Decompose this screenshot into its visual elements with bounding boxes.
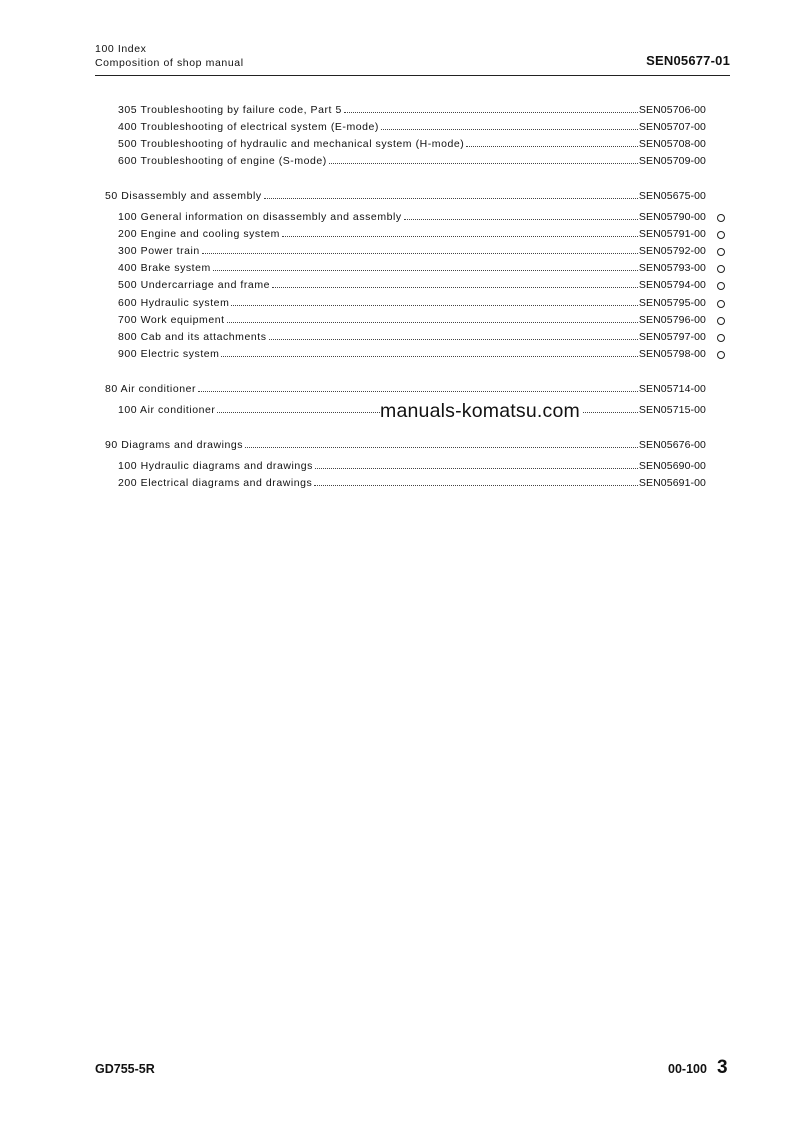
toc-entry[interactable]	[118, 347, 706, 361]
header-index-label: 100 Index	[95, 43, 147, 55]
dot-leader	[231, 305, 638, 306]
dot-leader	[269, 339, 638, 340]
toc-entry[interactable]	[118, 459, 706, 473]
toc-entry[interactable]	[118, 296, 706, 310]
circle-marker-icon	[717, 282, 725, 290]
toc-section-title: 90 Diagrams and drawings	[105, 439, 244, 451]
toc-entry-code: SEN05715-00	[638, 404, 706, 416]
watermark-text: manuals-komatsu.com	[380, 400, 580, 422]
header-titles	[95, 42, 244, 70]
dot-leader	[202, 253, 638, 254]
toc-section-code: SEN05676-00	[638, 439, 706, 451]
toc-entry-code: SEN05793-00	[638, 262, 706, 274]
toc-entry-title: 600 Hydraulic system	[118, 297, 230, 309]
dot-leader	[227, 322, 638, 323]
circle-marker-icon	[717, 214, 725, 222]
toc-entry-code: SEN05797-00	[638, 331, 706, 343]
toc-section-disassembly[interactable]	[105, 189, 706, 203]
dot-leader	[198, 391, 638, 392]
circle-marker-icon	[717, 300, 725, 308]
toc-entry-code: SEN05791-00	[638, 228, 706, 240]
toc-entry[interactable]	[118, 154, 706, 168]
toc-entry-code: SEN05707-00	[638, 121, 706, 133]
toc-section-title: 80 Air conditioner	[105, 383, 197, 395]
dot-leader	[264, 198, 638, 199]
toc-entry-title: 500 Undercarriage and frame	[118, 279, 271, 291]
dot-leader	[466, 146, 638, 147]
toc-entry-code: SEN05795-00	[638, 297, 706, 309]
toc-section-title: 50 Disassembly and assembly	[105, 190, 262, 202]
dot-leader	[404, 219, 638, 220]
toc-entry-code: SEN05792-00	[638, 245, 706, 257]
dot-leader	[329, 163, 638, 164]
dot-leader	[315, 468, 638, 469]
toc-section-air-conditioner[interactable]	[105, 382, 706, 396]
dot-leader	[282, 236, 638, 237]
toc-entry[interactable]	[118, 103, 706, 117]
dot-leader	[381, 129, 638, 130]
toc-entry-title: 305 Troubleshooting by failure code, Part 5	[118, 104, 342, 116]
footer-page-number: 3	[717, 1057, 728, 1078]
toc-entry-title: 700 Work equipment	[118, 314, 225, 326]
toc-entry[interactable]	[118, 261, 706, 275]
toc-entry-title: 800 Cab and its attachments	[118, 331, 267, 343]
toc-entry-code: SEN05790-00	[638, 211, 706, 223]
toc-entry-title: 300 Power train	[118, 245, 200, 257]
footer-model: GD755-5R	[95, 1062, 155, 1076]
dot-leader	[213, 270, 638, 271]
toc-entry-code: SEN05691-00	[638, 477, 706, 489]
toc-entry[interactable]	[118, 137, 706, 151]
circle-marker-icon	[717, 351, 725, 359]
dot-leader	[245, 447, 638, 448]
toc-entry-code: SEN05794-00	[638, 279, 706, 291]
circle-marker-icon	[717, 248, 725, 256]
circle-marker-icon	[717, 334, 725, 342]
dot-leader	[314, 485, 638, 486]
header-section-title: Composition of shop manual	[95, 57, 244, 69]
toc-entry[interactable]	[118, 227, 706, 241]
circle-marker-icon	[717, 265, 725, 273]
toc-entry-code: SEN05796-00	[638, 314, 706, 326]
toc-entry-title: 400 Brake system	[118, 262, 211, 274]
toc-entry-title: 200 Engine and cooling system	[118, 228, 280, 240]
page-header	[95, 42, 730, 76]
toc-entry[interactable]	[118, 476, 706, 490]
toc-entry-title: 100 General information on disassembly and assembly	[118, 211, 402, 223]
toc-entry-title: 100 Hydraulic diagrams and drawings	[118, 460, 313, 472]
toc-entry-title: 400 Troubleshooting of electrical system (E-mode)	[118, 121, 379, 133]
toc-section-code: SEN05714-00	[638, 383, 706, 395]
toc-entry[interactable]	[118, 210, 706, 224]
toc-entry-title: 200 Electrical diagrams and drawings	[118, 477, 313, 489]
toc-entry-title: 100 Air conditioner	[118, 404, 216, 416]
toc-entry[interactable]	[118, 120, 706, 134]
toc-section-diagrams[interactable]	[105, 438, 706, 452]
circle-marker-icon	[717, 231, 725, 239]
toc-entry-code: SEN05708-00	[638, 138, 706, 150]
circle-marker-icon	[717, 317, 725, 325]
toc-entry-title: 900 Electric system	[118, 348, 220, 360]
dot-leader	[344, 112, 638, 113]
toc-entry[interactable]	[118, 313, 706, 327]
dot-leader	[272, 287, 638, 288]
toc-entry-title: 500 Troubleshooting of hydraulic and mechanical system (H-mode)	[118, 138, 465, 150]
toc-entry-code: SEN05690-00	[638, 460, 706, 472]
toc-entry-code: SEN05709-00	[638, 155, 706, 167]
toc-entry-code: SEN05798-00	[638, 348, 706, 360]
toc-entry-code: SEN05706-00	[638, 104, 706, 116]
toc-entry-title: 600 Troubleshooting of engine (S-mode)	[118, 155, 327, 167]
toc-entry[interactable]	[118, 244, 706, 258]
toc-entry[interactable]	[118, 278, 706, 292]
toc-entry[interactable]	[118, 330, 706, 344]
header-doc-code: SEN05677-01	[646, 53, 730, 68]
dot-leader	[221, 356, 637, 357]
footer-section-code: 00-100	[668, 1062, 707, 1076]
toc-section-code: SEN05675-00	[638, 190, 706, 202]
